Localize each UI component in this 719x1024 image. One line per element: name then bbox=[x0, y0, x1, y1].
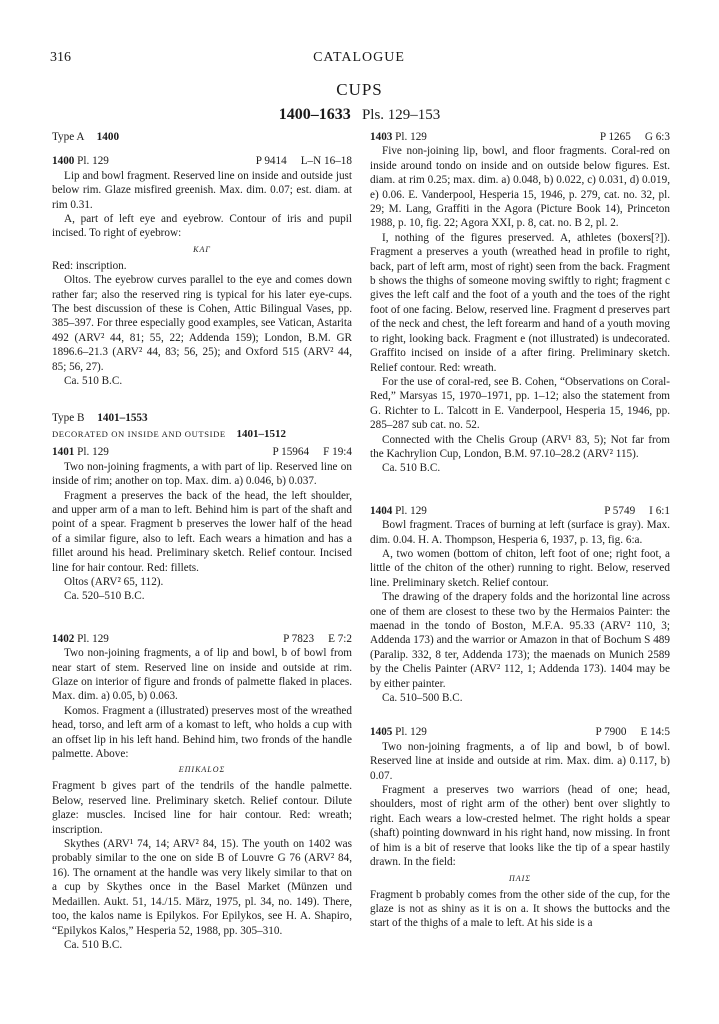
entry-body: A, two women (bottom of chiton, left foot of one; right foot, a little of the chiton of the other) running to right. Below, reserved line. Preliminary sketch. Relief contour. bbox=[370, 547, 670, 589]
inscription: ΕΠΙΚΑLΟΣ bbox=[178, 765, 226, 775]
range-numbers: 1400–1633 bbox=[278, 106, 351, 123]
entry-number: 1403 bbox=[370, 131, 393, 143]
entry-date: Ca. 510–500 B.C. bbox=[382, 692, 463, 705]
entry-heading-1404 bbox=[370, 504, 670, 518]
entry-body-continued: Fragment b gives part of the tendrils of the handle palmette. Below, reserved line. Preliminary sketch. Relief contour. Dilute glaze: muscles. Incised line for hair contour. Red: wreath; inscription. bbox=[52, 780, 352, 836]
running-head: CATALOGUE bbox=[313, 50, 405, 65]
entry-commentary: Skythes (ARV¹ 74, 14; ARV² 84, 15). The youth on 1402 was probably similar to the one on side B of Louvre G 76 (ARV² 84, 16). The ornament at the handle was very likely similar to that on a cup by Skythes once in the Basel Market (Münzen und Medaillen. Aukt. 51, 14./15. März, 1975, pl. 34, no. 149). There, too, the kalos name is Epilykos. For Epilykos, see H. A. Shapiro, “Epilykos Kalos,” Hesperia 52, 1988, pp. 305–310. bbox=[52, 838, 352, 937]
entry-body: Fragment a preserves two warriors (head of one; head, shoulders, most of right arm of the other) bent over slightly to right. Each wears a low-crested helmet. The right holds a spear (shaft) pointing downward in his right hand, now missing. In front of him is a bit of reserve that looks like the tip of a spear hastily drawn. In the field: bbox=[370, 784, 670, 869]
entry-description: Two non-joining fragments, a with part of lip. Reserved line on inside of rim; another on top. Max. dim. a) 0.046, b) 0.037. bbox=[52, 460, 352, 488]
plate-ref: Pl. 129 bbox=[77, 155, 109, 168]
type-number: 1400 bbox=[96, 131, 120, 143]
type-label: Type A bbox=[52, 131, 84, 143]
right-column bbox=[370, 126, 670, 931]
entry-description: Bowl fragment. Traces of burning at left (surface is gray). Max. dim. 0.04. H. A. Thompson, Hesperia 6, 1937, p. 13, fig. 6:a. bbox=[370, 519, 670, 546]
grid-ref: I 6:1 bbox=[649, 504, 670, 517]
entry-commentary: Connected with the Chelis Group (ARV¹ 83, 5); Not far from the Kachrylion Cup, London, B.M. 97.10–28.2 (ARV² 115). bbox=[370, 433, 670, 460]
entry-description: Lip and bowl fragment. Reserved line on inside and outside just below rim. Glaze misfired greenish. Max. dim. 0.07; est. diam. at rim 0.31. bbox=[52, 169, 352, 211]
entry-heading-1402 bbox=[52, 632, 352, 646]
entry-body-continued: For the use of coral-red, see B. Cohen, “Observations on Coral-Red,” Marsyas 15, 1970–1971, pp. 1–12; also the statement from G. Richter to L. Talcott in E. Vanderpool, Hesperia 15, 1946, pp. 285–287 sub cat. no. 52. bbox=[370, 375, 670, 432]
entry-description: Five non-joining lip, bowl, and floor fragments. Coral-red on inside around tondo on inside and on outside below figures. Est. diam. at rim 0.25; max. dim. a) 0.048, b) 0.022, c) 0.031, d) 0.019, e) 0.06. E. Vanderpool, Hesperia 15, 1946, p. 279, cat. no. 32, pl. 29; M. Lang, Graffiti in the Agora (Picture Book 14), Princeton 1988, p. 10, fig. 22; Agora XXI, p. 8, cat. no. B 2, pl. 2. bbox=[370, 145, 670, 230]
entry-attribution: Oltos (ARV² 65, 112). bbox=[64, 575, 164, 588]
grid-ref: L–N 16–18 bbox=[300, 155, 352, 168]
entry-number: 1400 bbox=[52, 155, 75, 168]
range-plates: Pls. 129–153 bbox=[361, 107, 441, 123]
inscription: ΠΑΙΣ bbox=[508, 873, 532, 883]
page-number: 316 bbox=[50, 50, 71, 65]
plate-ref: Pl. 129 bbox=[395, 504, 427, 517]
inventory-number: P 15964 bbox=[272, 446, 310, 459]
entry-date: Ca. 510 B.C. bbox=[382, 462, 441, 475]
type-b-heading bbox=[52, 411, 352, 425]
plate-ref: Pl. 129 bbox=[77, 632, 109, 645]
entry-number: 1404 bbox=[370, 504, 393, 517]
grid-ref: E 7:2 bbox=[328, 632, 352, 645]
grid-ref: F 19:4 bbox=[323, 446, 352, 459]
entry-heading-1405 bbox=[370, 725, 670, 739]
entry-heading-1401 bbox=[52, 445, 352, 459]
section-title: CUPS bbox=[336, 80, 383, 99]
type-label: Type B bbox=[52, 411, 85, 424]
entry-body: I, nothing of the figures preserved. A, athletes (boxers[?]). Fragment a preserves a youth (wreathed head in profile to right, back, part of left arm, most of right) seen from the back. Fragment b shows the thighs of someone moving swiftly to right; fragment c gives the left calf and the foot of a youth and the toes of the right foot of one facing. Below, reserved line. Fragment d preserves part of the neck and chest, the left forearm and hand of a youth moving to right, looking back. Fragment e (not illustrated) is undecorated. Graffito incised on inside of a after firing. Preliminary sketch. Relief contour. Red: wreath. bbox=[370, 231, 670, 374]
entry-body: Komos. Fragment a (illustrated) preserves most of the wreathed head, torso, and left arm of a komast to left, who holds a cup with an offset lip in his left hand. Behind him, two fronds of the handle palmette. Above: bbox=[52, 704, 352, 761]
entry-heading-1403 bbox=[370, 130, 670, 144]
inventory-number: P 7823 bbox=[283, 632, 315, 645]
entry-red: Red: inscription. bbox=[52, 259, 127, 272]
inventory-number: P 7900 bbox=[595, 726, 627, 739]
subsection-number: 1401–1512 bbox=[236, 427, 287, 440]
plate-ref: Pl. 129 bbox=[77, 446, 109, 459]
entry-body: Fragment a preserves the back of the head, the left shoulder, and upper arm of a man to left. Behind him is part of the shaft and point of a spear. Fragment b preserves the lower half of the head of a similar figure, also to left. Each wears a himation and has a fillet around his head. Preliminary sketch. Relief contour. Incised line for hair contour. Red: fillets. bbox=[52, 489, 352, 574]
plate-ref: Pl. 129 bbox=[395, 131, 427, 143]
subsection-label: DECORATED ON INSIDE AND OUTSIDE bbox=[52, 428, 226, 439]
entry-commentary: The drawing of the drapery folds and the horizontal line across one of them are closest to these two by the Hermaios Painter: the maenad in the tondo of Boston, M.F.A. 95.33 (ARV² 110, 3; Addenda 173) and the warrior or Amazon in that of Bochum S 489 (Paralip. 332, 8 ter, Addenda 173); the maenads on Munich 2589 by the Chelis Painter (ARV² 112, 1; Addenda 173). 1404 may be by either painter. bbox=[370, 591, 670, 690]
subsection-heading bbox=[52, 427, 352, 441]
inventory-number: P 1265 bbox=[599, 131, 631, 143]
inscription: KAΓ bbox=[193, 244, 211, 254]
type-a-heading bbox=[52, 130, 352, 144]
grid-ref: E 14:5 bbox=[640, 726, 670, 739]
entry-date: Ca. 520–510 B.C. bbox=[64, 590, 145, 603]
entry-body: A, part of left eye and eyebrow. Contour of iris and pupil incised. To right of eyebrow: bbox=[52, 213, 352, 240]
entry-heading-1400 bbox=[52, 154, 352, 168]
entry-number: 1405 bbox=[370, 726, 393, 739]
entry-body-continued: Fragment b probably comes from the other side of the cup, for the glaze is not as shiny as it is on a. It shows the buttocks and the start of the thighs of a male to left. At his side is a bbox=[370, 888, 670, 930]
plate-ref: Pl. 129 bbox=[395, 726, 427, 739]
inventory-number: P 5749 bbox=[604, 504, 636, 517]
entry-number: 1401 bbox=[52, 446, 75, 459]
entry-date: Ca. 510 B.C. bbox=[64, 938, 123, 951]
grid-ref: G 6:3 bbox=[644, 131, 670, 143]
entry-description: Two non-joining fragments, a of lip and bowl, b of bowl from near start of stem. Reserved line on inside and outside at rim. Glaze on interior of figure and fronds of palmette flaked in places. Max. dim. a) 0.05, b) 0.063. bbox=[52, 647, 352, 703]
entry-number: 1402 bbox=[52, 632, 75, 645]
page-header bbox=[50, 50, 668, 70]
range-heading bbox=[0, 106, 719, 124]
inventory-number: P 9414 bbox=[255, 155, 287, 168]
type-number: 1401–1553 bbox=[97, 411, 148, 424]
entry-commentary: Oltos. The eyebrow curves parallel to the eye and comes down rather far; also the reserved ring is typical for his later eye-cups. The best discussion of these is Cohen, Attic Bilingual Vases, pp. 385–397. For three especially good examples, see Vatican, Astarita 492 (ARV² 44, 81; 55, 22; Addenda 159); London, B.M. GR 1896.6–21.3 (ARV² 44, 83; 56, 25); and Oxford 515 (ARV² 44, 85; 56, 27). bbox=[52, 274, 352, 373]
entry-description: Two non-joining fragments, a of lip and bowl, b of bowl. Reserved line at inside and outside at rim. Max. dim. a) 0.117, b) 0.07. bbox=[370, 740, 670, 782]
left-column bbox=[52, 126, 352, 952]
entry-date: Ca. 510 B.C. bbox=[64, 375, 123, 388]
